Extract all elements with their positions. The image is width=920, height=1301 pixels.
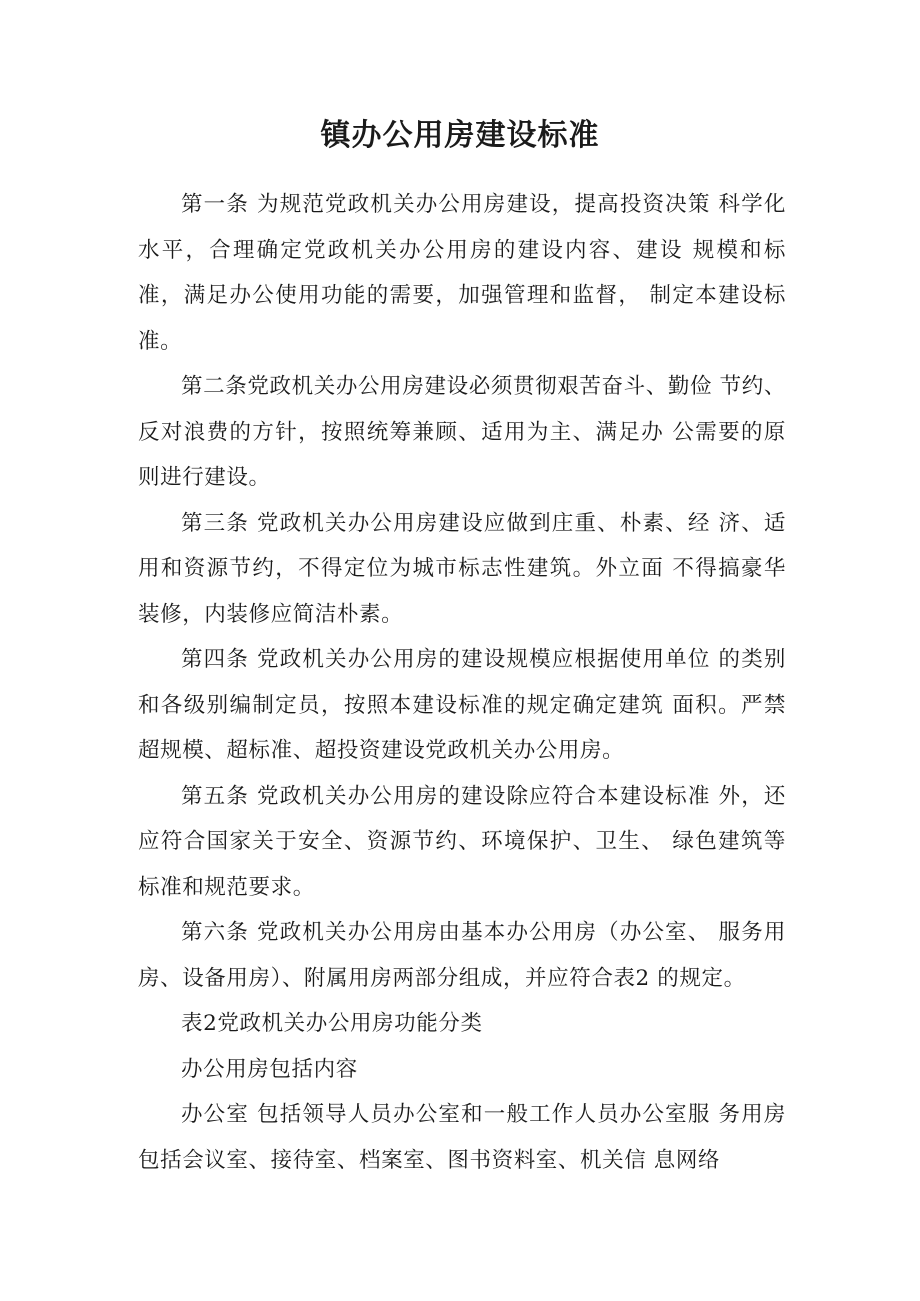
document-title: 镇办公用房建设标准 (320, 118, 600, 153)
paragraph-article-1: 第一条 为规范党政机关办公用房建设，提高投资决策 科学化水平，合理确定党政机关办公用房的建设内容、建设 规模和标准，满足办公使用功能的需要，加强管理和监督， 制定本建设标准。 (138, 192, 786, 354)
table-caption: 表2党政机关办公用房功能分类 (181, 1011, 483, 1036)
paragraph-article-4: 第四条 党政机关办公用房的建设规模应根据使用单位 的类别和各级别编制定员，按照本建设标准的规定确定建筑 面积。严禁超规模、超标准、超投资建设党政机关办公用房。 (138, 647, 786, 763)
document-body (138, 182, 786, 1183)
table-content-line: 办公室 包括领导人员办公室和一般工作人员办公室服 务用房包括会议室、接待室、档案室、图书资料室、机关信 息网络 (138, 1102, 786, 1173)
paragraph-article-3: 第三条 党政机关办公用房建设应做到庄重、朴素、经 济、适用和资源节约，不得定位为城市标志性建筑。外立面 不得搞豪华装修，内装修应简洁朴素。 (138, 510, 786, 627)
table-header-line: 办公用房包括内容 (181, 1056, 358, 1082)
paragraph-article-6: 第六条 党政机关办公用房由基本办公用房（办公室、 服务用房、设备用房）、附属用房两部分组成，并应符合表2 的规定。 (138, 920, 786, 991)
paragraph-article-2: 第二条党政机关办公用房建设必须贯彻艰苦奋斗、勤俭 节约、反对浪费的方针，按照统筹兼顾、适用为主、满足办 公需要的原则进行建设。 (138, 374, 786, 490)
paragraph-article-5: 第五条 党政机关办公用房的建设除应符合本建设标准 外，还应符合国家关于安全、资源节约、环境保护、卫生、 绿色建筑等标准和规范要求。 (138, 783, 786, 900)
